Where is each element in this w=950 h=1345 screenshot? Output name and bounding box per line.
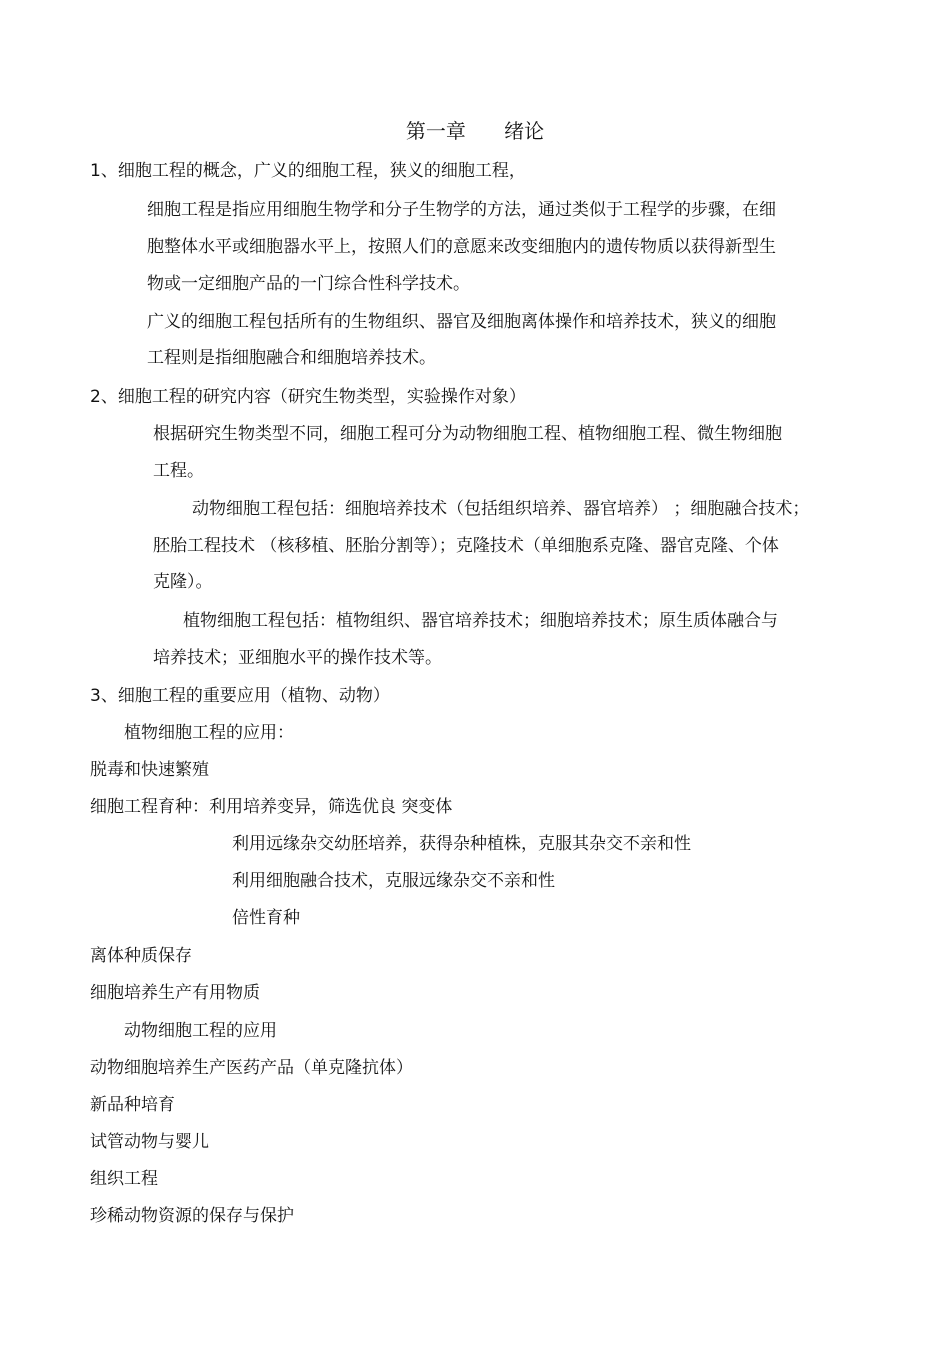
list-item: 倍性育种 [232, 908, 300, 928]
list-item: 脱毒和快速繁殖 [90, 760, 209, 780]
section-1-heading: 1、细胞工程的概念，广义的细胞工程，狭义的细胞工程， [90, 161, 526, 181]
paragraph-line: 胞整体水平或细胞器水平上，按照人们的意愿来改变细胞内的遗传物质以获得新型生 [147, 237, 776, 257]
paragraph-line: 物或一定细胞产品的一门综合性科学技术。 [147, 274, 470, 294]
paragraph-line: 根据研究生物类型不同，细胞工程可分为动物细胞工程、植物细胞工程、微生物细胞 [153, 424, 782, 444]
list-item: 利用远缘杂交幼胚培养，获得杂种植株，克服其杂交不亲和性 [232, 834, 691, 854]
paragraph-line: 工程则是指细胞融合和细胞培养技术。 [147, 348, 436, 368]
paragraph-line: 克隆）。 [153, 572, 213, 592]
list-item: 离体种质保存 [90, 946, 192, 966]
paragraph-line: 动物细胞工程包括：细胞培养技术（包括组织培养、器官培养） ；细胞融合技术； [192, 499, 810, 519]
list-item: 珍稀动物资源的保存与保护 [90, 1206, 294, 1226]
list-item: 细胞培养生产有用物质 [90, 983, 260, 1003]
animal-application-heading: 动物细胞工程的应用 [124, 1021, 277, 1041]
section-2-heading: 2、细胞工程的研究内容（研究生物类型，实验操作对象） [90, 387, 526, 407]
list-item: 新品种培育 [90, 1095, 175, 1115]
paragraph-line: 培养技术；亚细胞水平的操作技术等。 [153, 648, 442, 668]
list-item: 利用细胞融合技术，克服远缘杂交不亲和性 [232, 871, 555, 891]
list-item: 细胞工程育种：利用培养变异，筛选优良 突变体 [90, 797, 453, 817]
paragraph-line: 细胞工程是指应用细胞生物学和分子生物学的方法，通过类似于工程学的步骤，在细 [147, 200, 776, 220]
paragraph-line: 工程。 [153, 461, 204, 481]
paragraph-line: 广义的细胞工程包括所有的生物组织、器官及细胞离体操作和培养技术，狭义的细胞 [147, 312, 776, 332]
paragraph-line: 植物细胞工程包括：植物组织、器官培养技术；细胞培养技术；原生质体融合与 [183, 611, 778, 631]
list-item: 试管动物与婴儿 [90, 1132, 209, 1152]
list-item: 组织工程 [90, 1169, 158, 1189]
plant-application-heading: 植物细胞工程的应用： [124, 723, 294, 743]
paragraph-line: 胚胎工程技术 （核移植、胚胎分割等）；克隆技术（单细胞系克隆、器官克隆、个体 [153, 536, 779, 556]
section-3-heading: 3、细胞工程的重要应用（植物、动物） [90, 686, 390, 706]
chapter-title: 第一章 绪论 [405, 119, 545, 143]
list-item: 动物细胞培养生产医药产品（单克隆抗体） [90, 1058, 413, 1078]
